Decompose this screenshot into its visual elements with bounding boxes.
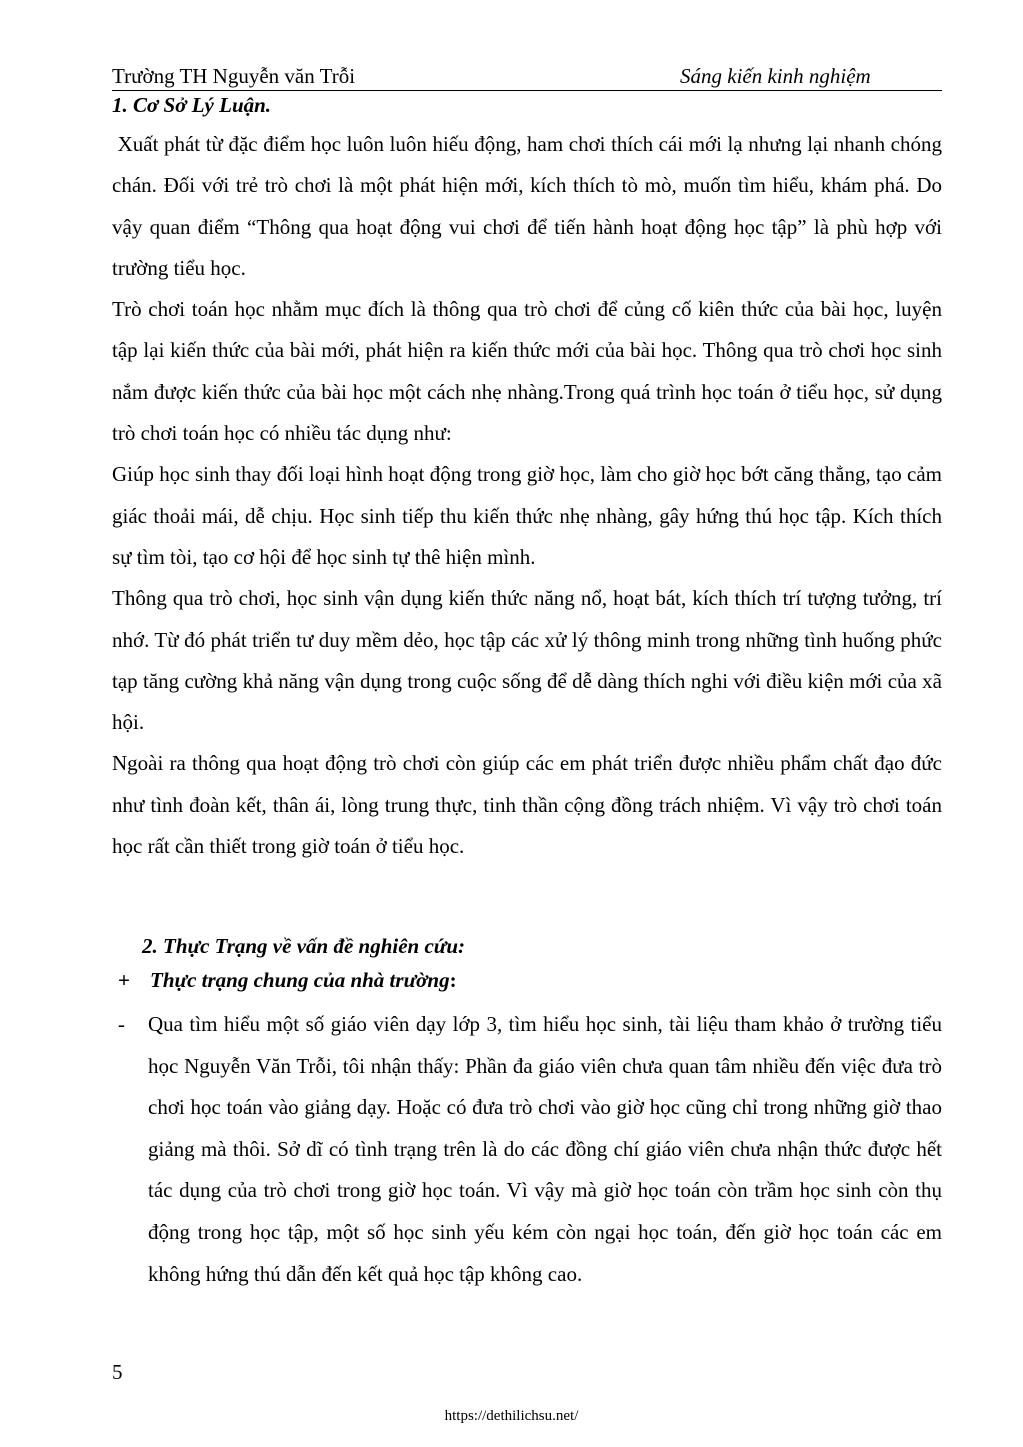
paragraph: Thông qua trò chơi, học sinh vận dụng kiến thức năng nổ, hoạt bát, kích thích trí tượng tưởng, trí nhớ. Từ đó phát triển tư duy mềm dẻo, học tập các xử lý thông minh trong những tình huống phức tạp tăng cường khả năng vận dụng trong cuộc sống để dễ dàng thích nghi với điều kiện mới của xã hội. [112,586,942,735]
subsection-colon: : [449,968,457,992]
section-1-heading: 1. Cơ Sở Lý Luận. [112,93,272,117]
paragraph: Ngoài ra thông qua hoạt động trò chơi còn giúp các em phát triển được nhiều phẩm chất đạo đức như tình đoàn kết, thân ái, lòng trung thực, tinh thần cộng đồng trách nhiệm. Vì vậy trò chơi toán học rất cần thiết trong giờ toán ở tiểu học. [112,751,942,859]
paragraph: Xuất phát từ đặc điểm học luôn luôn hiếu động, ham chơi thích cái mới lạ nhưng lại nhanh chóng chán. Đối với trẻ trò chơi là một phát hiện mới, kích thích tò mò, muốn tìm hiểu, khám phá. Do vậy quan điểm “Thông qua hoạt động vui chơi để tiến hành hoạt động học tập” là phù hợp với trường tiểu học. [112,132,948,280]
page-number: 5 [112,1360,123,1384]
bullet-text: Qua tìm hiểu một số giáo viên dạy lớp 3, tìm hiểu học sinh, tài liệu tham khảo ở trường tiểu học Nguyễn Văn Trỗi, tôi nhận thấy: Phần đa giáo viên chưa quan tâm nhiều đến việc đưa trò chơi học toán vào giảng dạy. Hoặc có đưa trò chơi vào giờ học cũng chỉ trong những giờ thao giảng mà thôi. Sở dĩ có tình trạng trên là do các đồng chí giáo viên chưa nhận thức được hết tác dụng của trò chơi trong giờ học toán. Vì vậy mà giờ học toán còn trầm học sinh còn thụ động trong học tập, một số học sinh yếu kém còn ngại học toán, đến giờ học toán các em không hứng thú dẫn đến kết quả học tập không cao. [148,1012,942,1286]
bullet-dash: - [118,1012,125,1036]
bullet-item [118,1004,942,1295]
paragraph: Trò chơi toán học nhằm mục đích là thông qua trò chơi để củng cố kiên thức của bài học, luyện tập lại kiến thức của bài mới, phát hiện ra kiến thức mới của bài học. Thông qua trò chơi học sinh nắm được kiến thức của bài học một cách nhẹ nhàng.Trong quá trình học toán ở tiểu học, sử dụng trò chơi toán học có nhiều tác dụng như: [112,297,942,446]
footer-url[interactable]: https://dethilichsu.net/ [444,1408,579,1424]
page-header [112,60,942,91]
subsection-title: Thực trạng chung của nhà trường [150,968,450,992]
plus-marker: + [118,968,130,992]
subsection-heading [118,968,457,993]
section-1-body [112,124,948,867]
paragraph: Giúp học sinh thay đối loại hình hoạt động trong giờ học, làm cho giờ học bớt căng thẳng, tạo cảm giác thoải mái, dễ chịu. Học sinh tiếp thu kiến thức nhẹ nhàng, gây hứng thú học tập. Kích thích sự tìm tòi, tạo cơ hội để học sinh tự thê hiện mình. [112,462,942,569]
header-doc-type: Sáng kiến kinh nghiệm [680,64,871,88]
header-school: Trường TH Nguyễn văn Trỗi [112,64,356,88]
section-2-heading: 2. Thực Trạng về vấn đề nghiên cứu: [142,934,466,958]
